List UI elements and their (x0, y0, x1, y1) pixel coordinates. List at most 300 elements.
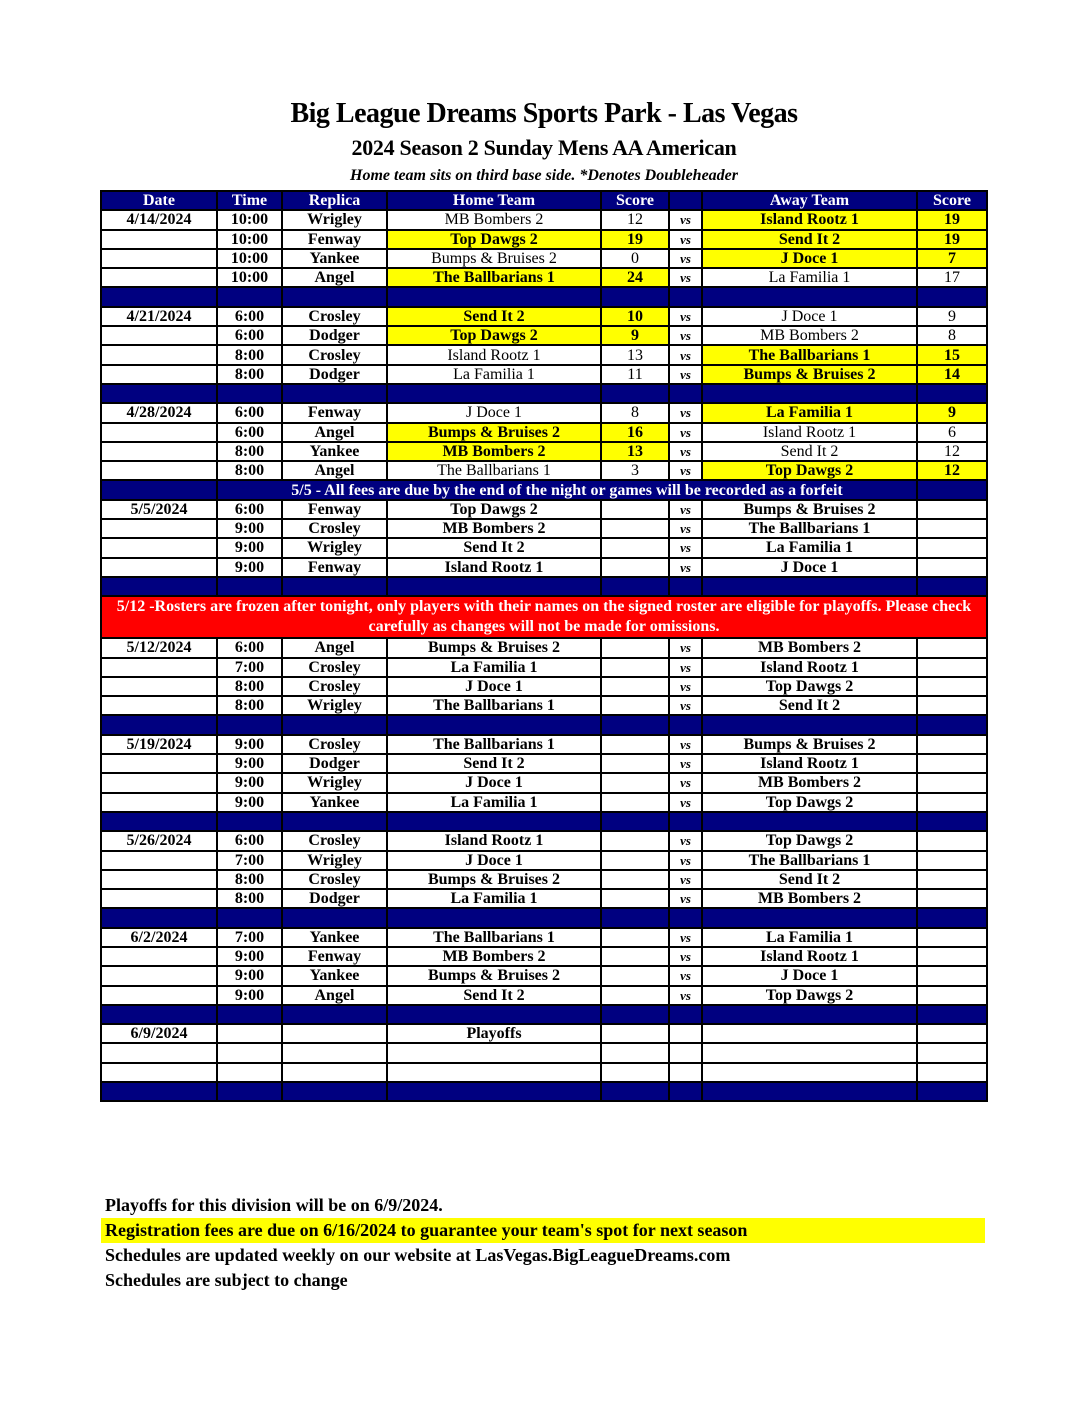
home-score (601, 735, 669, 754)
away-score (917, 658, 987, 677)
header-vs (669, 191, 702, 210)
home-team: La Familia 1 (387, 793, 601, 812)
home-team: Top Dawgs 2 (387, 230, 601, 249)
vs-label: vs (669, 423, 702, 442)
game-field (282, 1063, 387, 1082)
page-subtitle: 2024 Season 2 Sunday Mens AA American (351, 135, 737, 160)
vs-label: vs (669, 403, 702, 422)
game-row (101, 638, 987, 657)
away-score (917, 928, 987, 947)
notice-text: 5/5 - All fees are due by the end of the night or games will be recorded as a forfeit (217, 480, 917, 499)
away-score (917, 831, 987, 850)
game-date: 5/19/2024 (101, 735, 217, 754)
home-score (601, 793, 669, 812)
away-score (917, 519, 987, 538)
home-score (601, 928, 669, 947)
away-score: 14 (917, 365, 987, 384)
separator-cell (101, 577, 217, 596)
game-row (101, 558, 987, 577)
home-score (601, 696, 669, 715)
game-time: 9:00 (217, 986, 282, 1005)
vs-label: vs (669, 735, 702, 754)
separator-cell (101, 908, 217, 927)
away-team (702, 1063, 917, 1082)
game-field: Crosley (282, 831, 387, 850)
home-team: Bumps & Bruises 2 (387, 966, 601, 985)
game-date (101, 986, 217, 1005)
game-time: 6:00 (217, 326, 282, 345)
separator-cell (917, 287, 987, 306)
home-team (387, 1063, 601, 1082)
home-score: 11 (601, 365, 669, 384)
home-team: Playoffs (387, 1024, 601, 1043)
game-date (101, 677, 217, 696)
game-date (101, 519, 217, 538)
away-score (917, 754, 987, 773)
separator-cell (282, 1082, 387, 1101)
game-row (101, 326, 987, 345)
home-team: Bumps & Bruises 2 (387, 249, 601, 268)
game-date: 5/26/2024 (101, 831, 217, 850)
vs-label: vs (669, 345, 702, 364)
separator-row (101, 908, 987, 927)
game-time: 8:00 (217, 889, 282, 908)
game-row (101, 947, 987, 966)
game-date (101, 966, 217, 985)
away-team: Top Dawgs 2 (702, 793, 917, 812)
separator-cell (101, 287, 217, 306)
separator-cell (702, 908, 917, 927)
separator-cell (282, 812, 387, 831)
away-team: Send It 2 (702, 442, 917, 461)
game-field: Wrigley (282, 773, 387, 792)
footer-change: Schedules are subject to change (105, 1270, 348, 1290)
separator-cell (387, 1005, 601, 1024)
away-score (917, 638, 987, 657)
home-score (601, 1063, 669, 1082)
away-score: 12 (917, 461, 987, 480)
vs-label (669, 1043, 702, 1062)
vs-label: vs (669, 519, 702, 538)
away-score: 8 (917, 326, 987, 345)
vs-label: vs (669, 268, 702, 287)
home-team: Bumps & Bruises 2 (387, 423, 601, 442)
game-field: Crosley (282, 307, 387, 326)
schedule-body (101, 210, 987, 1101)
game-date (101, 442, 217, 461)
separator-cell (282, 1005, 387, 1024)
separator-cell (917, 384, 987, 403)
separator-cell (217, 715, 282, 734)
away-score (917, 538, 987, 557)
away-team: La Familia 1 (702, 403, 917, 422)
game-field: Angel (282, 268, 387, 287)
game-time: 10:00 (217, 249, 282, 268)
game-row (101, 403, 987, 422)
away-score (917, 558, 987, 577)
game-field: Dodger (282, 365, 387, 384)
vs-label: vs (669, 928, 702, 947)
separator-cell (101, 715, 217, 734)
separator-row (101, 812, 987, 831)
separator-cell (917, 908, 987, 927)
separator-cell (917, 715, 987, 734)
home-team: MB Bombers 2 (387, 947, 601, 966)
separator-cell (669, 1005, 702, 1024)
game-field: Fenway (282, 947, 387, 966)
away-team: La Familia 1 (702, 538, 917, 557)
footer-website: Schedules are updated weekly on our website at LasVegas.BigLeagueDreams.com (105, 1245, 731, 1265)
away-score: 15 (917, 345, 987, 364)
game-time: 8:00 (217, 696, 282, 715)
game-date: 4/14/2024 (101, 210, 217, 229)
game-time: 6:00 (217, 307, 282, 326)
game-date (101, 326, 217, 345)
game-field: Yankee (282, 249, 387, 268)
away-team: Top Dawgs 2 (702, 677, 917, 696)
home-score: 16 (601, 423, 669, 442)
separator-cell (601, 1005, 669, 1024)
separator-cell (669, 577, 702, 596)
home-score (601, 773, 669, 792)
home-team: J Doce 1 (387, 403, 601, 422)
separator-cell (601, 384, 669, 403)
game-date (101, 696, 217, 715)
header-date: Date (101, 191, 217, 210)
game-date (101, 889, 217, 908)
game-time: 7:00 (217, 658, 282, 677)
home-team: Island Rootz 1 (387, 558, 601, 577)
away-team: Top Dawgs 2 (702, 831, 917, 850)
away-score: 12 (917, 442, 987, 461)
separator-cell (101, 1082, 217, 1101)
game-date (101, 345, 217, 364)
away-team: Island Rootz 1 (702, 754, 917, 773)
game-date (101, 851, 217, 870)
home-score (601, 754, 669, 773)
home-team: J Doce 1 (387, 773, 601, 792)
home-score (601, 500, 669, 519)
away-score (917, 1024, 987, 1043)
separator-cell (669, 715, 702, 734)
vs-label: vs (669, 947, 702, 966)
home-team: J Doce 1 (387, 677, 601, 696)
game-date (101, 947, 217, 966)
game-row (101, 773, 987, 792)
away-score (917, 1063, 987, 1082)
separator-cell (669, 1082, 702, 1101)
away-team (702, 1043, 917, 1062)
home-team: The Ballbarians 1 (387, 928, 601, 947)
home-score (601, 889, 669, 908)
game-row (101, 461, 987, 480)
game-row (101, 966, 987, 985)
away-score (917, 870, 987, 889)
separator-cell (669, 908, 702, 927)
game-row (101, 1063, 987, 1082)
game-row (101, 538, 987, 557)
separator-cell (217, 812, 282, 831)
game-time: 9:00 (217, 735, 282, 754)
home-team: The Ballbarians 1 (387, 696, 601, 715)
separator-cell (601, 1082, 669, 1101)
footer-playoffs: Playoffs for this division will be on 6/9/2024. (105, 1195, 443, 1215)
separator-cell (101, 480, 217, 499)
home-score (601, 870, 669, 889)
home-team: MB Bombers 2 (387, 210, 601, 229)
page-note: Home team sits on third base side. *Denotes Doubleheader (350, 167, 738, 184)
vs-label: vs (669, 831, 702, 850)
separator-row (101, 1005, 987, 1024)
home-team: Island Rootz 1 (387, 345, 601, 364)
home-score (601, 1043, 669, 1062)
game-date (101, 268, 217, 287)
schedule-table (100, 190, 988, 1102)
away-team: J Doce 1 (702, 966, 917, 985)
away-team: Bumps & Bruises 2 (702, 365, 917, 384)
away-score (917, 851, 987, 870)
game-field: Yankee (282, 928, 387, 947)
separator-cell (217, 384, 282, 403)
game-field: Dodger (282, 754, 387, 773)
game-row (101, 519, 987, 538)
game-field: Dodger (282, 326, 387, 345)
away-team: J Doce 1 (702, 307, 917, 326)
away-team: Island Rootz 1 (702, 423, 917, 442)
game-row (101, 831, 987, 850)
game-row (101, 1043, 987, 1062)
vs-label: vs (669, 365, 702, 384)
header-away-team: Away Team (702, 191, 917, 210)
away-score: 9 (917, 307, 987, 326)
home-score: 13 (601, 345, 669, 364)
game-row (101, 793, 987, 812)
home-score (601, 519, 669, 538)
separator-cell (702, 384, 917, 403)
vs-label: vs (669, 442, 702, 461)
home-score (601, 831, 669, 850)
game-field: Crosley (282, 658, 387, 677)
separator-cell (387, 908, 601, 927)
vs-label: vs (669, 461, 702, 480)
header-row (101, 191, 987, 210)
separator-cell (917, 1005, 987, 1024)
separator-cell (601, 908, 669, 927)
separator-cell (387, 577, 601, 596)
home-score (601, 966, 669, 985)
game-date (101, 538, 217, 557)
game-field: Yankee (282, 442, 387, 461)
game-row (101, 1024, 987, 1043)
game-field: Fenway (282, 558, 387, 577)
separator-cell (387, 287, 601, 306)
game-row (101, 677, 987, 696)
footer-registration: Registration fees are due on 6/16/2024 to guarantee your team's spot for next season (101, 1218, 985, 1243)
game-date (101, 461, 217, 480)
home-score: 8 (601, 403, 669, 422)
home-score (601, 986, 669, 1005)
game-time: 9:00 (217, 773, 282, 792)
game-time: 10:00 (217, 210, 282, 229)
game-field: Crosley (282, 345, 387, 364)
separator-row (101, 287, 987, 306)
game-date: 4/21/2024 (101, 307, 217, 326)
game-date (101, 249, 217, 268)
home-team: MB Bombers 2 (387, 442, 601, 461)
home-score (601, 638, 669, 657)
home-score: 3 (601, 461, 669, 480)
away-team: La Familia 1 (702, 268, 917, 287)
game-row (101, 210, 987, 229)
vs-label: vs (669, 500, 702, 519)
game-date (101, 658, 217, 677)
vs-label (669, 1024, 702, 1043)
away-score: 6 (917, 423, 987, 442)
away-team: MB Bombers 2 (702, 638, 917, 657)
game-field: Fenway (282, 500, 387, 519)
vs-label: vs (669, 773, 702, 792)
away-team: MB Bombers 2 (702, 773, 917, 792)
home-team: Bumps & Bruises 2 (387, 638, 601, 657)
away-team: The Ballbarians 1 (702, 851, 917, 870)
home-team: Bumps & Bruises 2 (387, 870, 601, 889)
away-team: Top Dawgs 2 (702, 986, 917, 1005)
home-team: La Familia 1 (387, 889, 601, 908)
game-date (101, 773, 217, 792)
header-home-score: Score (601, 191, 669, 210)
separator-cell (669, 287, 702, 306)
game-field: Crosley (282, 677, 387, 696)
away-team: Send It 2 (702, 230, 917, 249)
game-time (217, 1063, 282, 1082)
separator-cell (387, 812, 601, 831)
game-field: Angel (282, 461, 387, 480)
away-score: 7 (917, 249, 987, 268)
game-field: Wrigley (282, 696, 387, 715)
away-score (917, 677, 987, 696)
game-row (101, 442, 987, 461)
away-score (917, 735, 987, 754)
vs-label: vs (669, 230, 702, 249)
separator-row (101, 577, 987, 596)
away-score (917, 696, 987, 715)
separator-row (101, 1082, 987, 1101)
roster-alert-text: 5/12 -Rosters are frozen after tonight, only players with their names on the signed roster are eligible for playoffs. Please check carefully as changes will not be made for omissions. (101, 596, 987, 638)
away-score (917, 1043, 987, 1062)
away-team: The Ballbarians 1 (702, 519, 917, 538)
away-team: Bumps & Bruises 2 (702, 500, 917, 519)
separator-cell (917, 577, 987, 596)
game-time: 8:00 (217, 442, 282, 461)
game-row (101, 230, 987, 249)
home-team (387, 1043, 601, 1062)
roster-alert-row (101, 596, 987, 638)
game-date: 5/12/2024 (101, 638, 217, 657)
home-team: The Ballbarians 1 (387, 735, 601, 754)
game-time: 7:00 (217, 928, 282, 947)
separator-cell (282, 384, 387, 403)
game-time: 9:00 (217, 947, 282, 966)
vs-label: vs (669, 638, 702, 657)
header-home-team: Home Team (387, 191, 601, 210)
separator-cell (282, 287, 387, 306)
home-score: 24 (601, 268, 669, 287)
home-score: 10 (601, 307, 669, 326)
away-team: La Familia 1 (702, 928, 917, 947)
separator-cell (217, 1082, 282, 1101)
separator-cell (387, 1082, 601, 1101)
game-date (101, 1043, 217, 1062)
vs-label: vs (669, 793, 702, 812)
away-score: 19 (917, 230, 987, 249)
game-date (101, 423, 217, 442)
vs-label: vs (669, 696, 702, 715)
game-field: Angel (282, 986, 387, 1005)
game-date: 5/5/2024 (101, 500, 217, 519)
game-row (101, 658, 987, 677)
game-time: 8:00 (217, 365, 282, 384)
separator-cell (282, 908, 387, 927)
game-date (101, 230, 217, 249)
game-row (101, 851, 987, 870)
vs-label: vs (669, 538, 702, 557)
game-row (101, 307, 987, 326)
home-score (601, 947, 669, 966)
vs-label: vs (669, 326, 702, 345)
game-field: Angel (282, 638, 387, 657)
notice-row (101, 480, 987, 499)
game-date (101, 793, 217, 812)
home-team: J Doce 1 (387, 851, 601, 870)
away-score (917, 889, 987, 908)
home-team: Top Dawgs 2 (387, 326, 601, 345)
away-team: Bumps & Bruises 2 (702, 735, 917, 754)
home-team: Island Rootz 1 (387, 831, 601, 850)
separator-cell (282, 715, 387, 734)
game-time: 6:00 (217, 500, 282, 519)
separator-cell (217, 287, 282, 306)
home-score: 12 (601, 210, 669, 229)
separator-cell (601, 287, 669, 306)
away-team (702, 1024, 917, 1043)
away-score (917, 986, 987, 1005)
away-score: 9 (917, 403, 987, 422)
home-score (601, 851, 669, 870)
game-field: Wrigley (282, 210, 387, 229)
game-time (217, 1024, 282, 1043)
away-team: The Ballbarians 1 (702, 345, 917, 364)
away-team: MB Bombers 2 (702, 326, 917, 345)
home-team: Top Dawgs 2 (387, 500, 601, 519)
away-score (917, 966, 987, 985)
game-row (101, 500, 987, 519)
separator-cell (702, 812, 917, 831)
vs-label: vs (669, 851, 702, 870)
separator-cell (669, 812, 702, 831)
game-row (101, 870, 987, 889)
game-row (101, 365, 987, 384)
separator-cell (702, 287, 917, 306)
header-time: Time (217, 191, 282, 210)
header-away-score: Score (917, 191, 987, 210)
game-date: 4/28/2024 (101, 403, 217, 422)
game-date (101, 870, 217, 889)
away-team: Island Rootz 1 (702, 947, 917, 966)
game-row (101, 268, 987, 287)
vs-label: vs (669, 658, 702, 677)
game-time: 10:00 (217, 230, 282, 249)
game-row (101, 423, 987, 442)
